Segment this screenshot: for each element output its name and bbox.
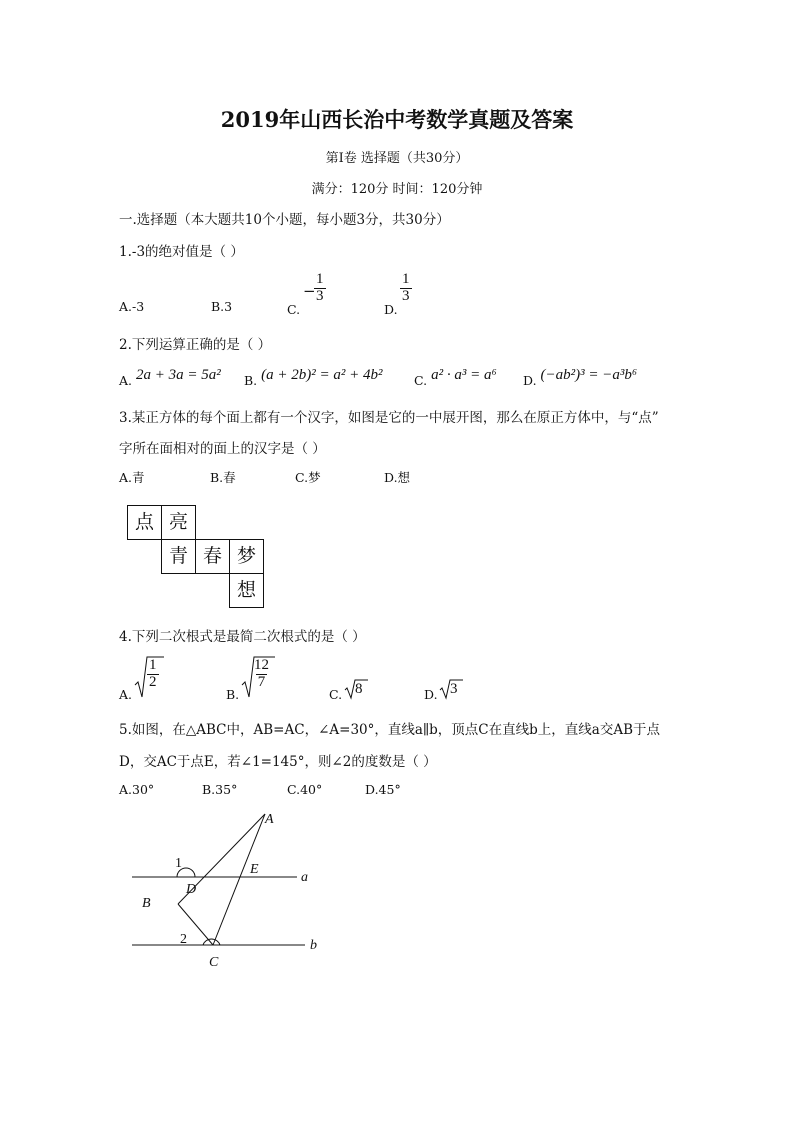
q2-option-a: [119, 367, 221, 390]
q5-option-b: B.35°: [202, 782, 238, 797]
cube-face-liang: 亮: [161, 505, 196, 540]
triangle-figure: [125, 805, 325, 970]
q2-option-c-expr: a² · a³ = a⁶: [431, 367, 497, 383]
q2-option-d-label: D.: [523, 373, 537, 388]
paper-meta: 满分：120分 时间：120分钟: [311, 182, 483, 197]
q5-option-c: C.40°: [287, 782, 323, 797]
q1-option-c-fraction: [314, 272, 326, 305]
fraction-denominator: 3: [316, 287, 324, 304]
cube-face-chun: 春: [195, 539, 230, 574]
fraction-numerator: 1: [149, 657, 157, 673]
page-title: 2019年山西长治中考数学真题及答案: [220, 107, 574, 132]
cube-net: [127, 505, 267, 610]
q3-option-c: C.梦: [295, 470, 321, 485]
q4-option-d: [424, 678, 474, 703]
q1-option-b: B.3: [211, 299, 233, 314]
question-4-text: 4.下列二次根式是最简二次根式的是（ ）: [119, 629, 366, 645]
q2-option-a-expr: 2a + 3a = 5a²: [136, 367, 221, 383]
fraction-numerator: 12: [254, 657, 269, 673]
q4-option-b-fraction: [252, 658, 271, 691]
question-5-line-1: 5.如图，在△ABC中，AB=AC，∠A=30°，直线a∥b，顶点C在直线b上，直线a交AB于点: [119, 722, 660, 738]
q2-option-d: [523, 367, 638, 390]
label-line-b: b: [310, 938, 317, 953]
label-line-a: a: [301, 870, 308, 885]
q1-option-a: A.-3: [119, 299, 145, 314]
q2-option-c-label: C.: [414, 373, 428, 388]
q4-option-c-radicand: 8: [355, 681, 363, 697]
question-3-line-1: 3.某正方体的每个面上都有一个汉字，如图是它的一中展开图，那么在原正方体中，与“点”: [119, 410, 659, 426]
cube-face-dian: 点: [127, 505, 162, 540]
question-2-text: 2.下列运算正确的是（ ）: [119, 337, 272, 353]
q4-option-b: [226, 655, 286, 700]
fraction-denominator: 2: [149, 673, 157, 690]
label-e-point: E: [250, 862, 259, 877]
fraction-numerator: 1: [316, 271, 324, 287]
segment-ac: [213, 814, 265, 945]
q2-option-a-label: A.: [119, 373, 133, 388]
label-a-vertex: A: [265, 812, 274, 827]
paper-subtitle: 第Ⅰ卷 选择题（共30分）: [325, 151, 469, 166]
fraction-denominator: 3: [402, 287, 410, 304]
q3-option-a: A.青: [119, 470, 145, 485]
label-angle-1: 1: [175, 856, 182, 871]
q5-option-a: A.30°: [119, 782, 155, 797]
q1-option-c-sign: −: [303, 282, 316, 300]
question-5-line-2: D，交AC于点E，若∠1=145°，则∠2的度数是（ ）: [119, 754, 437, 770]
q2-option-b: [244, 367, 383, 390]
label-angle-2: 2: [180, 932, 187, 947]
q4-option-c-label: C.: [329, 687, 343, 702]
fraction-numerator: 1: [402, 271, 410, 287]
q4-option-d-label: D.: [424, 687, 438, 702]
fraction-denominator: 7: [257, 673, 266, 690]
q1-option-c-label: C.: [287, 302, 301, 317]
q4-option-a-label: A.: [119, 687, 133, 702]
q2-option-b-label: B.: [244, 373, 258, 388]
q3-option-b: B.春: [210, 470, 236, 485]
q5-option-d: D.45°: [365, 782, 401, 797]
q2-option-c: [414, 367, 497, 390]
cube-face-qing: 青: [161, 539, 196, 574]
q4-option-c: [329, 678, 379, 703]
q1-option-d-label: D.: [384, 302, 398, 317]
cube-face-meng: 梦: [229, 539, 264, 574]
q3-option-d: D.想: [384, 470, 411, 485]
angle-2-arc: [203, 939, 220, 945]
q2-option-d-expr: (−ab²)³ = −a³b⁶: [540, 367, 638, 383]
q4-option-a: [119, 655, 179, 700]
question-3-line-2: 字所在面相对的面上的汉字是（ ）: [119, 441, 326, 457]
label-d-point: D: [186, 882, 197, 897]
cube-face-xiang: 想: [229, 573, 264, 608]
label-c-vertex: C: [209, 955, 219, 970]
q1-option-d-fraction: [400, 272, 412, 305]
q4-option-b-label: B.: [226, 687, 240, 702]
q4-option-a-fraction: [147, 658, 159, 691]
q4-option-d-radicand: 3: [450, 681, 458, 697]
question-1-text: 1.-3的绝对值是（ ）: [119, 244, 244, 260]
section-heading: 一.选择题（本大题共10个小题，每小题3分，共30分）: [119, 212, 450, 228]
label-b-vertex: B: [142, 896, 151, 911]
q2-option-b-expr: (a + 2b)² = a² + 4b²: [261, 367, 383, 383]
